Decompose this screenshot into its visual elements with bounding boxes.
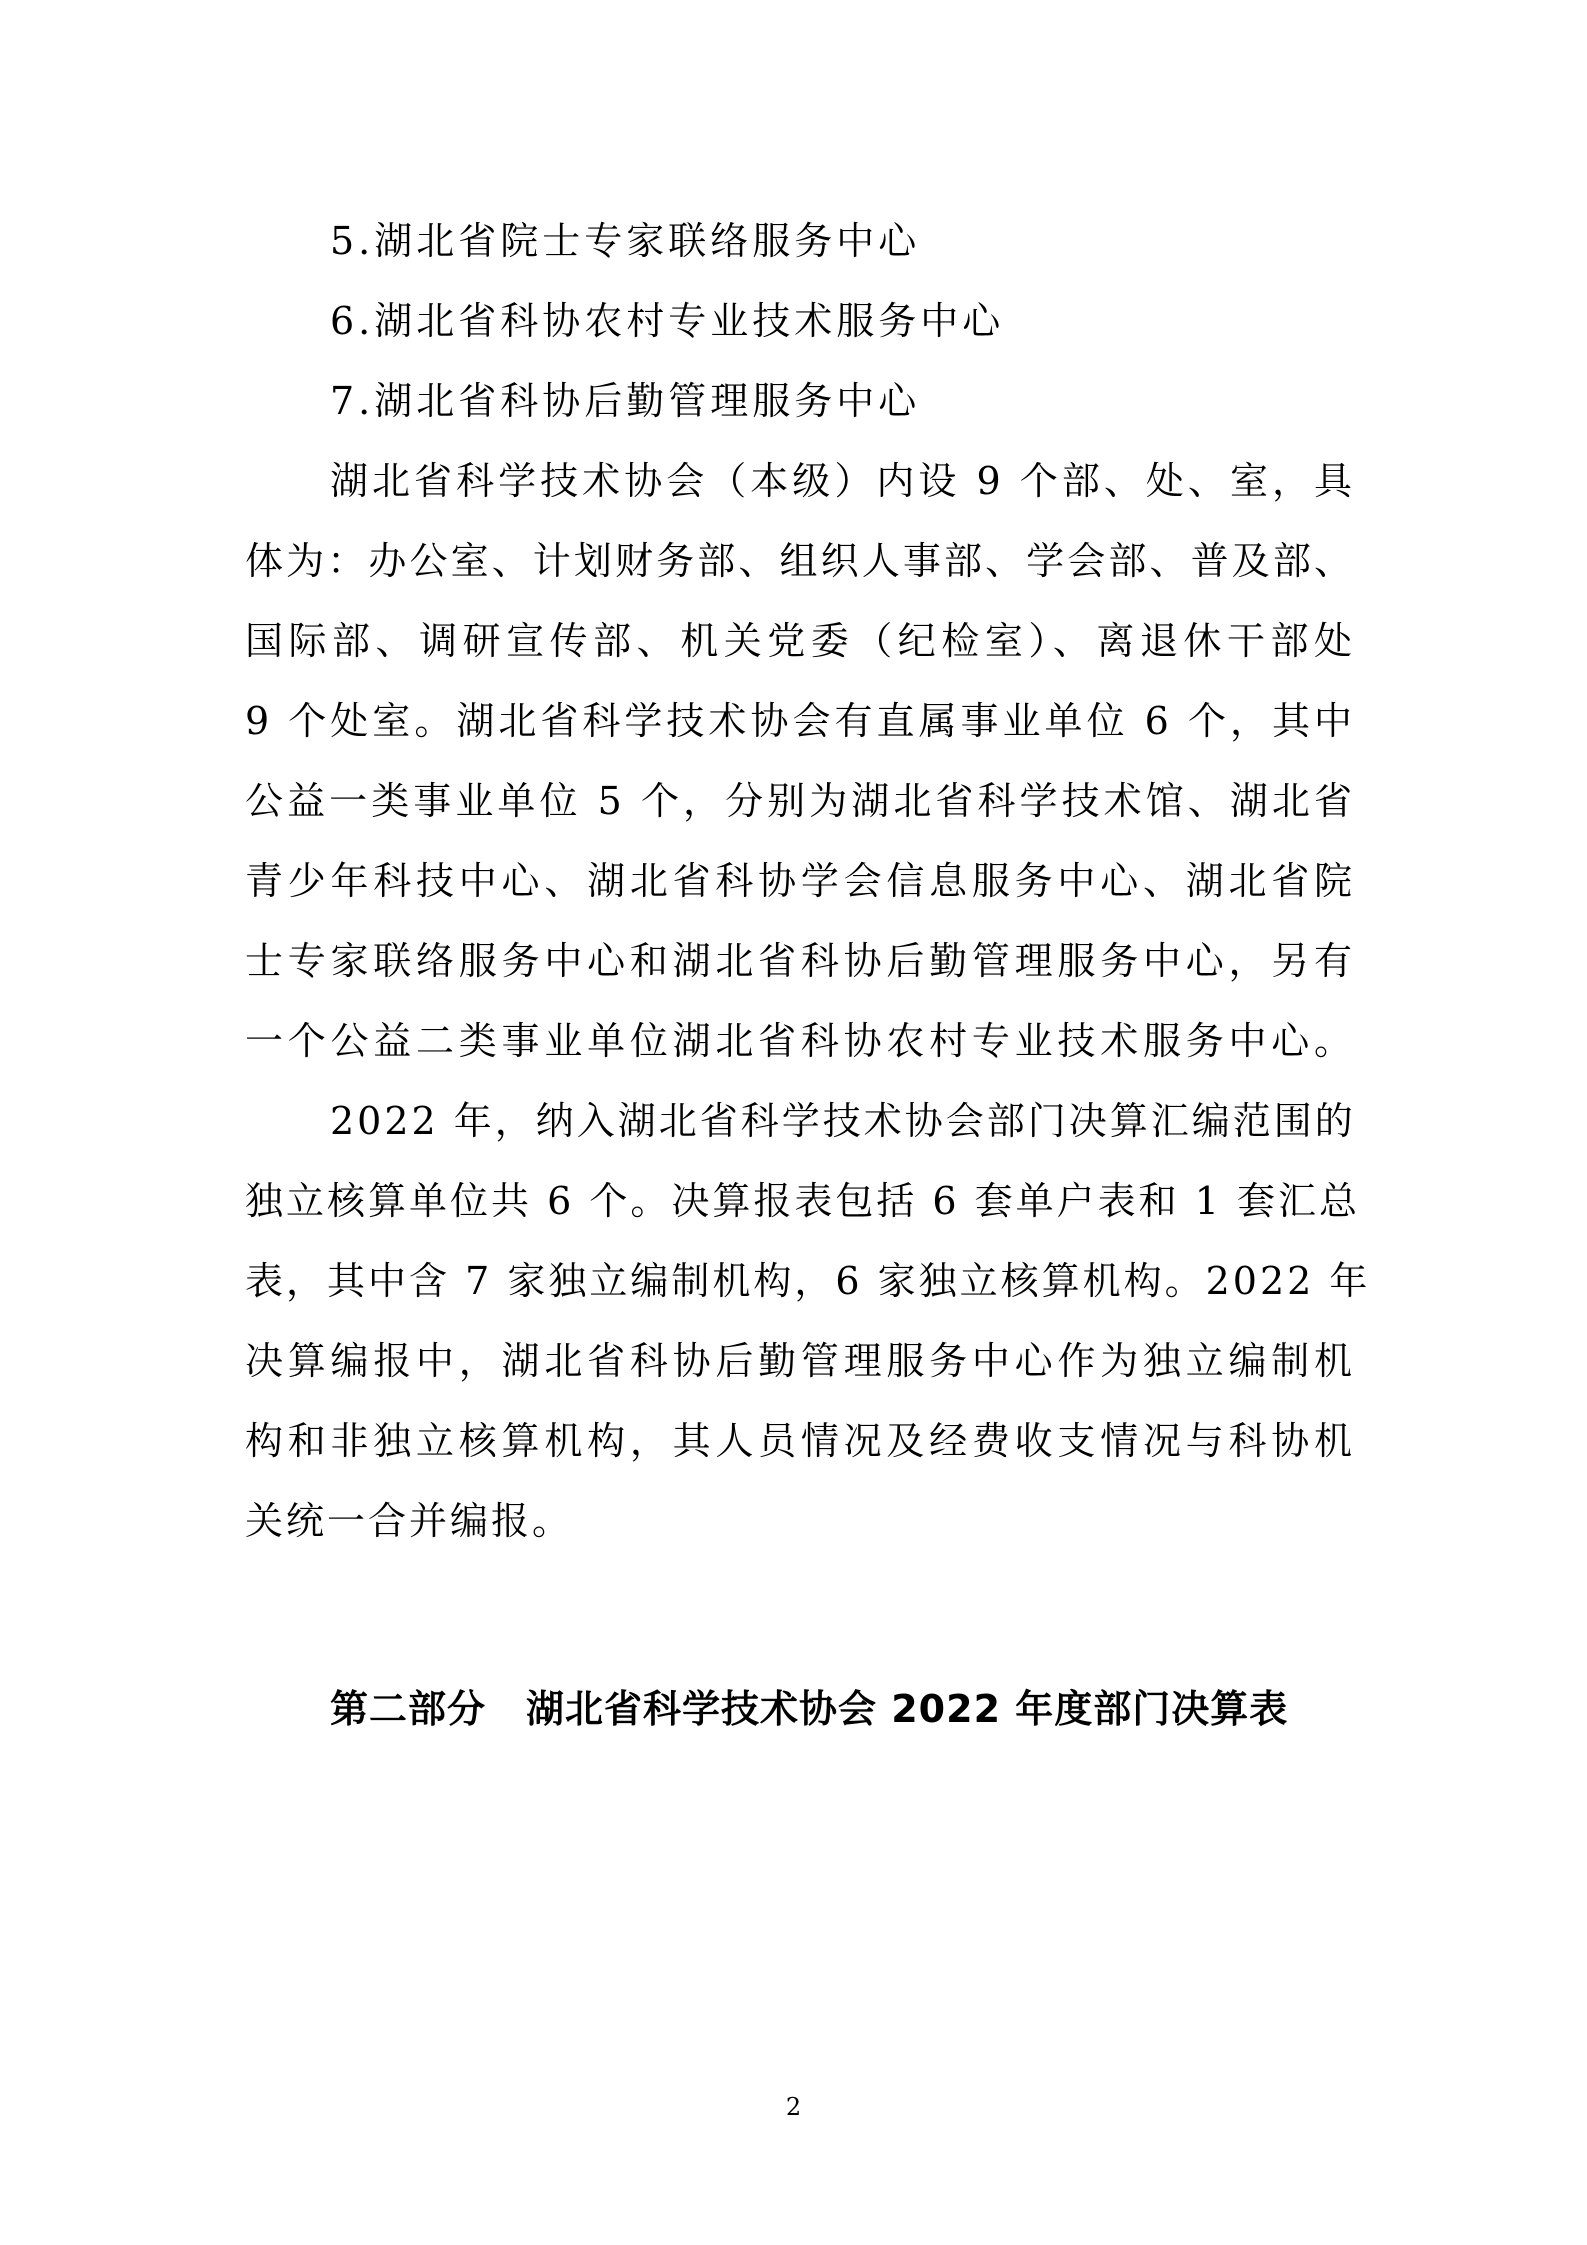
paragraph-line: 决算编报中，湖北省科协后勤管理服务中心作为独立编制机 [245,1339,1355,1383]
paragraph-line: 国际部、调研宣传部、机关党委（纪检室）、离退休干部处 [245,619,1355,663]
paragraph-line: 2022 年，纳入湖北省科学技术协会部门决算汇编范围的 [330,1099,1356,1143]
paragraph-line: 士专家联络服务中心和湖北省科协后勤管理服务中心，另有 [245,939,1355,983]
section-part-label: 第二部分 [330,1687,487,1731]
paragraph-line: 9 个处室。湖北省科学技术协会有直属事业单位 6 个，其中 [245,699,1355,743]
paragraph-line: 公益一类事业单位 5 个，分别为湖北省科学技术馆、湖北省 [245,779,1355,823]
paragraph-line: 关统一合并编报。 [245,1499,574,1543]
paragraph-line: 青少年科技中心、湖北省科协学会信息服务中心、湖北省院 [245,859,1355,903]
paragraph-line: 湖北省科学技术协会（本级）内设 9 个部、处、室，具 [330,459,1355,503]
paragraph-line: 表，其中含 7 家独立编制机构，6 家独立核算机构。2022 年 [245,1259,1371,1303]
list-item: 5.湖北省院士专家联络服务中心 [330,219,921,263]
section-heading [330,1687,1289,1731]
paragraph-line: 一个公益二类事业单位湖北省科协农村专业技术服务中心。 [245,1019,1355,1063]
section-title: 湖北省科学技术协会 2022 年度部门决算表 [526,1687,1289,1731]
paragraph-line: 体为：办公室、计划财务部、组织人事部、学会部、普及部、 [245,539,1355,583]
list-item: 7.湖北省科协后勤管理服务中心 [330,379,921,423]
list-item: 6.湖北省科协农村专业技术服务中心 [330,299,1005,343]
paragraph-line: 独立核算单位共 6 个。决算报表包括 6 套单户表和 1 套汇总 [245,1179,1361,1223]
paragraph-line: 构和非独立核算机构，其人员情况及经费收支情况与科协机 [245,1419,1355,1463]
page-number: 2 [785,2093,802,2121]
